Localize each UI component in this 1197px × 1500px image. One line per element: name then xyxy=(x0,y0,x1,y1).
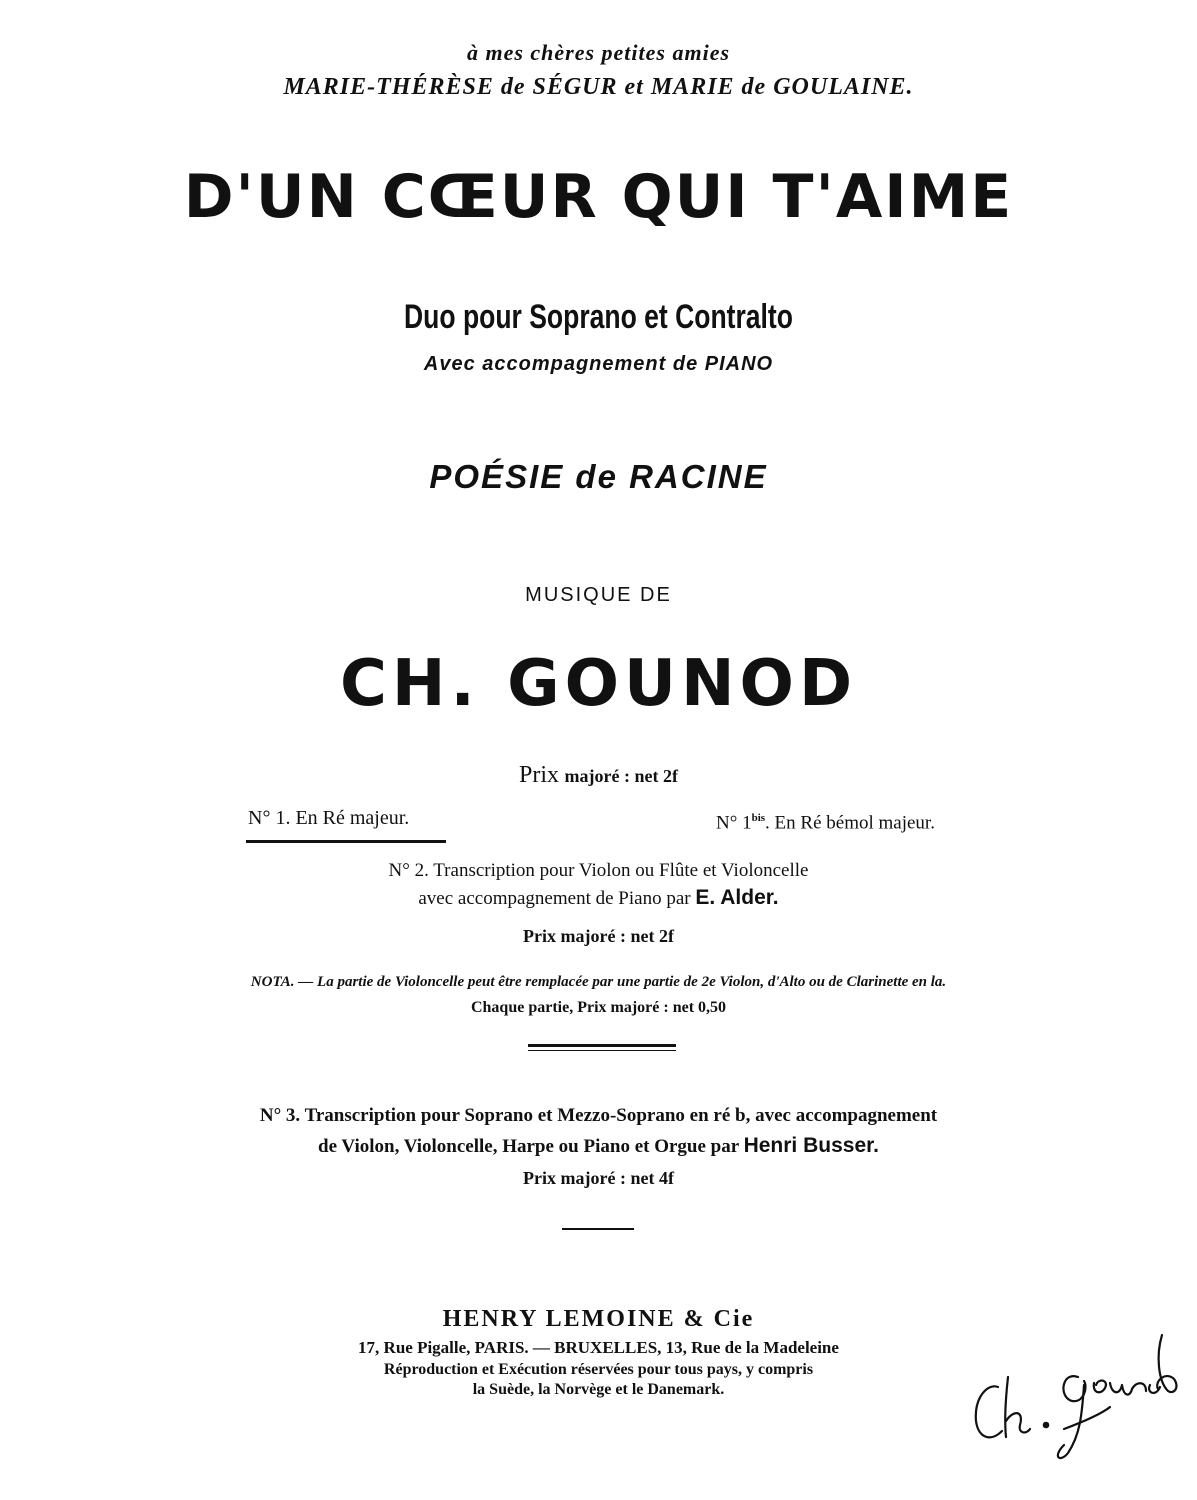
edition-no3-text: de Violon, Violoncelle, Harpe ou Piano et Orgue par xyxy=(318,1136,739,1157)
accompaniment-line: Avec accompagnement de PIANO xyxy=(423,353,774,375)
rights-line-1: Réproduction et Exécution réservées pour tous pays, y compris xyxy=(383,1361,814,1378)
edition-no2-line2 xyxy=(0,886,1197,910)
price-label: Prix xyxy=(519,762,560,788)
edition-no3-arranger: Henri Busser. xyxy=(743,1134,879,1157)
edition-no1bis-sup: bis xyxy=(751,812,766,824)
composer-name: CH. GOUNOD xyxy=(339,647,858,721)
edition-no1bis-text: . En Ré bémol majeur. xyxy=(765,812,935,834)
page-title: D'UN CŒUR QUI T'AIME xyxy=(183,162,1014,232)
dedication-line-2: MARIE-THÉRÈSE de SÉGUR et MARIE de GOULAINE. xyxy=(283,74,914,100)
edition-no2-price: Prix majoré : net 2f xyxy=(523,926,674,946)
edition-no2-line1: N° 2. Transcription pour Violon ou Flûte et Violoncelle xyxy=(388,860,809,881)
edition-no3-price: Prix majoré : net 4f xyxy=(523,1168,674,1188)
edition-no1: N° 1. En Ré majeur. xyxy=(248,807,410,829)
publisher-address: 17, Rue Pigalle, PARIS. — BRUXELLES, 13, Rue de la Madeleine xyxy=(358,1338,839,1357)
edition-no3-line2 xyxy=(0,1134,1197,1158)
composer-signature xyxy=(960,1325,1190,1465)
dedication-line-1: à mes chères petites amies xyxy=(466,40,731,65)
edition-no1bis-number: N° 1 xyxy=(716,812,752,834)
subtitle: Duo pour Soprano et Contralto xyxy=(404,298,793,336)
edition-no3-line1: N° 3. Transcription pour Soprano et Mezzo-Soprano en ré b, avec accompagnement xyxy=(259,1105,938,1126)
edition-no1-underline xyxy=(246,840,446,843)
nota-line-2: Chaque partie, Prix majoré : net 0,50 xyxy=(470,999,727,1016)
edition-no1bis xyxy=(716,812,935,834)
main-price xyxy=(0,762,1197,789)
publisher-name: HENRY LEMOINE & Cie xyxy=(442,1306,755,1332)
music-by-label: MUSIQUE DE xyxy=(525,584,672,606)
section-divider-thin xyxy=(528,1050,676,1051)
short-divider xyxy=(562,1228,634,1230)
price-value: majoré : net 2f xyxy=(564,766,678,786)
nota-line-1: NOTA. — La partie de Violoncelle peut être remplacée par une partie de 2e Violon, d'Alto ou de Clarinette en la. xyxy=(250,974,947,990)
poet-credit: POÉSIE de RACINE xyxy=(429,458,768,495)
section-divider xyxy=(528,1044,676,1047)
edition-no2-text: avec accompagnement de Piano par xyxy=(418,888,691,909)
rights-line-2: la Suède, la Norvège et le Danemark. xyxy=(472,1381,725,1398)
edition-no2-arranger: E. Alder. xyxy=(695,886,779,909)
